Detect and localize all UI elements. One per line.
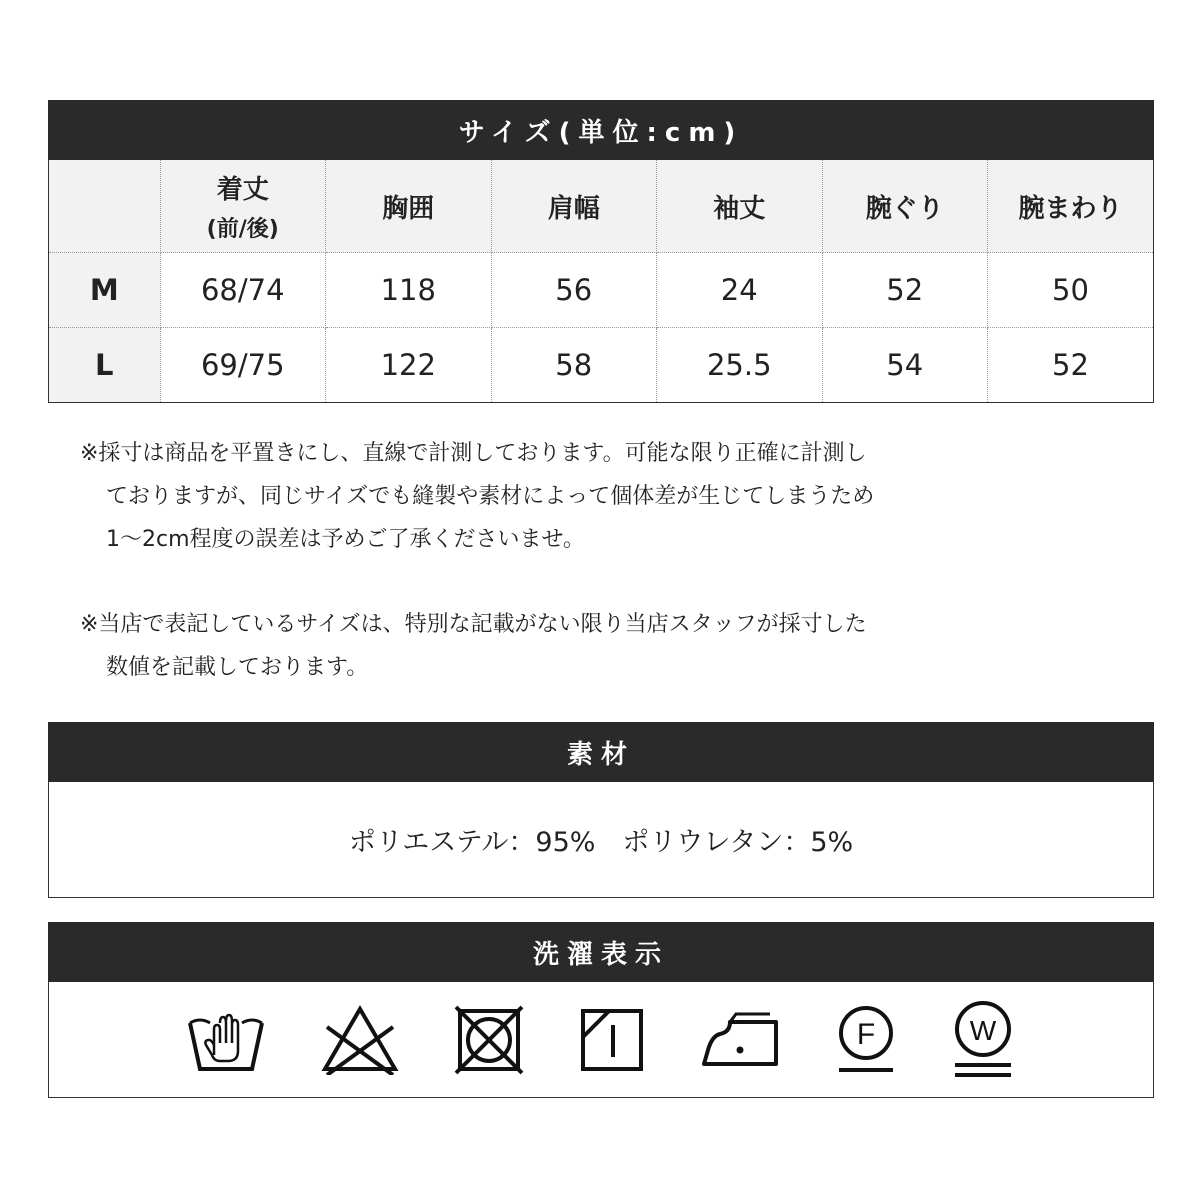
size-table-corner (49, 160, 160, 253)
col-label: 着丈 (216, 175, 269, 205)
note-line: 数値を記載しております。 (106, 655, 369, 680)
cell: 69/75 (160, 328, 326, 403)
measurement-note (80, 432, 1060, 561)
size-table-header-row (49, 160, 1153, 253)
care-symbols-box (48, 982, 1154, 1098)
cell: 58 (491, 328, 657, 403)
care-section-title: 洗濯表示 (48, 922, 1154, 982)
cell: 25.5 (657, 328, 823, 403)
note-line: 1～2cm程度の誤差は予めご了承くださいませ。 (106, 527, 585, 552)
col-header-chest: 胸囲 (326, 160, 492, 253)
material-box (48, 782, 1154, 898)
cell: 54 (822, 328, 988, 403)
dry-clean-f-icon (835, 1004, 897, 1076)
cell: 118 (326, 253, 492, 328)
col-sublabel: (前/後) (206, 217, 279, 242)
note-line: ※採寸は商品を平置きにし、直線で計測しております。可能な限り正確に計測し (80, 441, 867, 466)
note-line: ておりますが、同じサイズでも縫製や素材によって個体差が生じてしまうため (106, 484, 875, 509)
wet-clean-w-icon (951, 999, 1015, 1081)
cell: 68/74 (160, 253, 326, 328)
row-size-label: L (49, 328, 160, 403)
dry-clean-letter: F (856, 1017, 875, 1051)
material-section-title: 素材 (48, 722, 1154, 782)
cell: 52 (1052, 348, 1089, 382)
table-row (49, 253, 1153, 328)
col-header-length (160, 160, 326, 253)
table-row (49, 328, 1153, 403)
col-header-arm-circumference: 腕まわり (988, 160, 1154, 253)
cell: 56 (491, 253, 657, 328)
no-tumble-dry-icon (454, 1005, 524, 1075)
size-section-title: サイズ(単位:cm) (48, 100, 1154, 160)
cell: 24 (657, 253, 823, 328)
size-note (80, 603, 1060, 689)
line-dry-shade-icon (579, 1007, 645, 1073)
col-header-sleeve: 袖丈 (657, 160, 823, 253)
cell: 122 (326, 328, 492, 403)
col-header-armhole: 腕ぐり (822, 160, 988, 253)
wet-clean-letter: W (970, 1014, 997, 1046)
material-composition: ポリエステル：95% ポリウレタン：5% (348, 827, 854, 858)
col-header-shoulder: 肩幅 (491, 160, 657, 253)
iron-low-icon (700, 1010, 780, 1070)
cell: 50 (988, 253, 1154, 328)
row-size-label: M (49, 253, 160, 328)
cell: 52 (822, 253, 988, 328)
hand-wash-icon (186, 1005, 266, 1075)
size-table (49, 160, 1153, 402)
note-line: ※当店で表記しているサイズは、特別な記載がない限り当店スタッフが採寸した (80, 612, 867, 637)
size-table-container (48, 160, 1154, 403)
no-bleach-icon (321, 1005, 399, 1075)
